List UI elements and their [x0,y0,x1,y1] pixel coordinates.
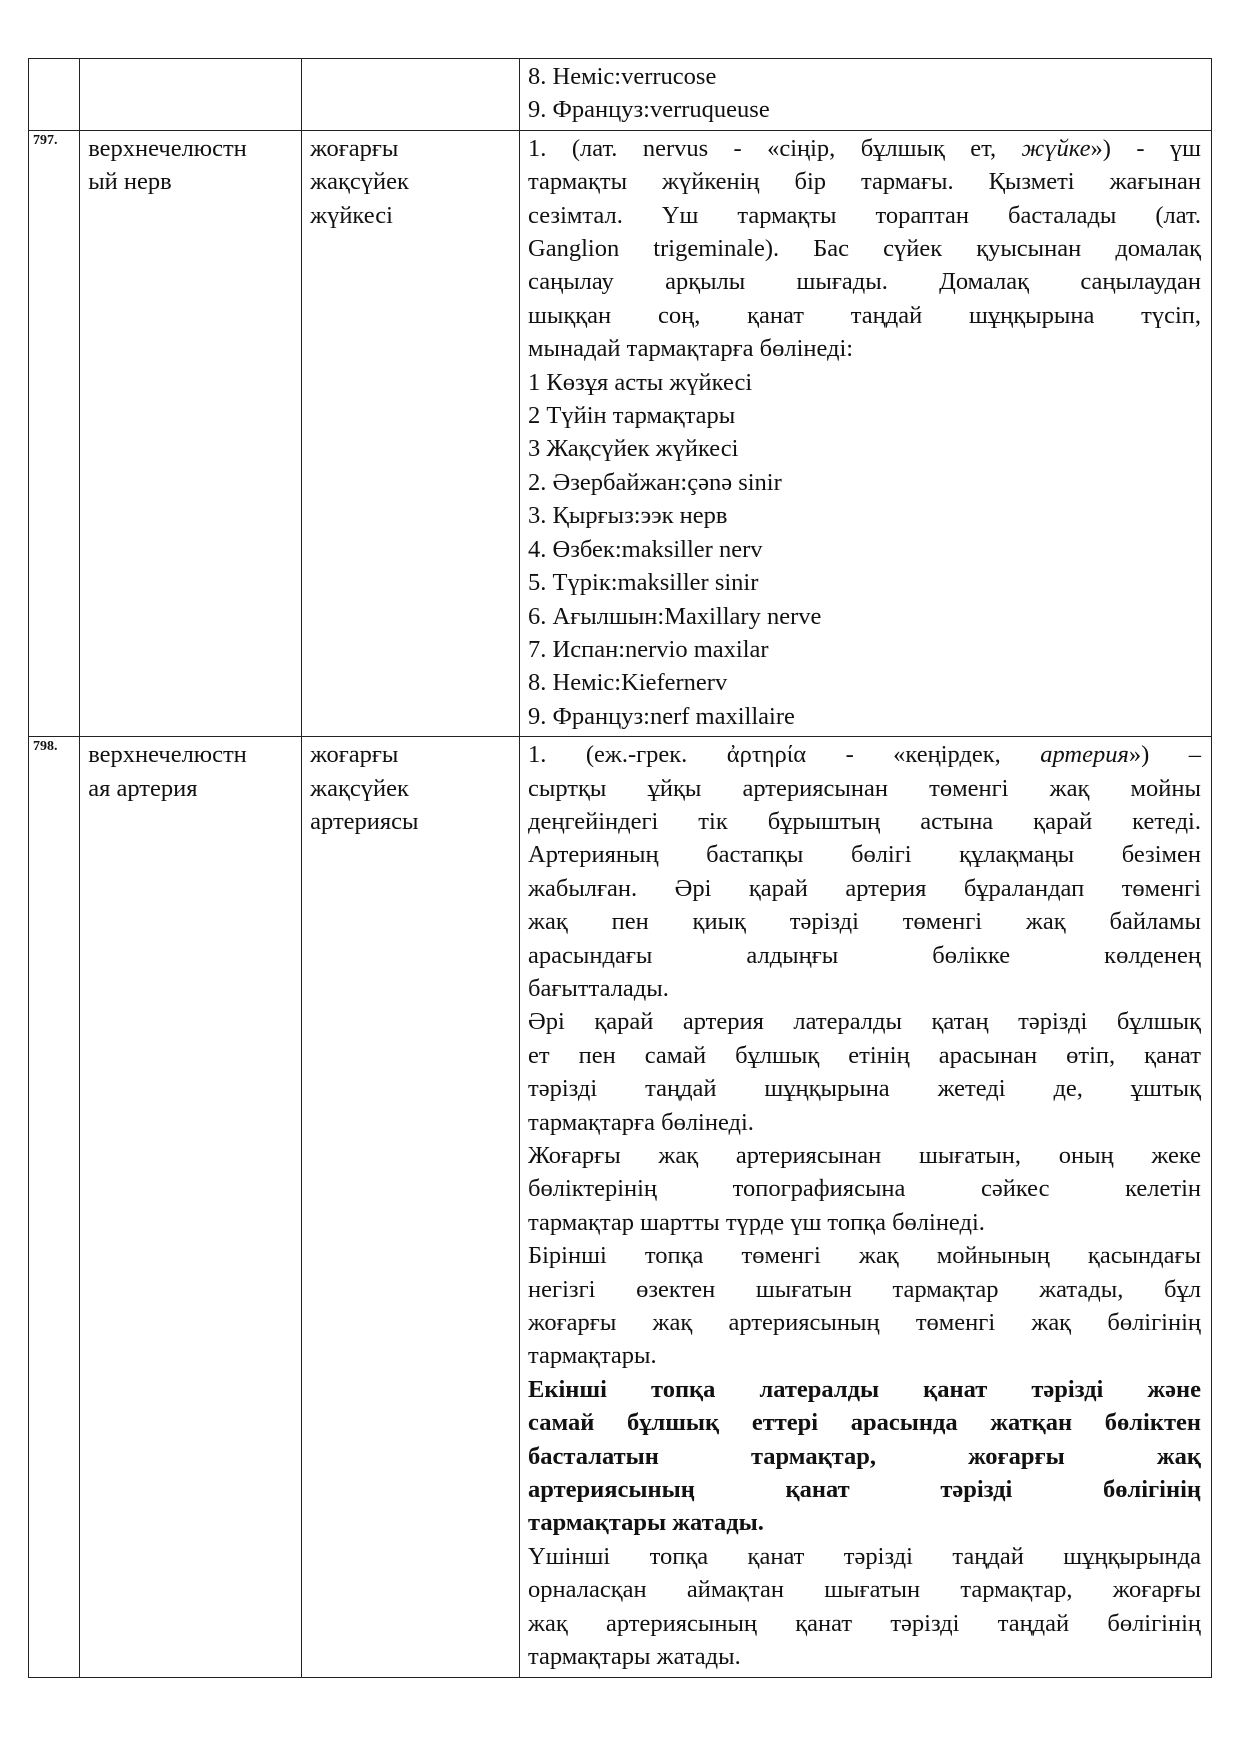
definition-line-bold: басталатын тармақтар, жоғарғы жақ [528,1442,1201,1470]
translation-line: 8. Неміс:verrucose [528,63,717,90]
definition-line: мынадай тармақтарға бөлінеді: [528,335,854,363]
kazakh-term-line: жақсүйек [310,168,409,196]
translation-line: 8. Неміс:Kiefernerv [528,669,728,697]
branch-list-item: 2 Түйін тармақтары [528,402,736,430]
translation-line: 9. Француз:nerf maxillaire [528,702,795,730]
russian-term-cell [80,130,302,736]
branch-list-item: 3 Жақсүйек жүйкесі [528,435,739,463]
entry-number: 798. [29,737,80,1677]
kazakh-term-cell [302,130,520,736]
table-row-797 [29,130,1212,736]
definition-line: Үшінші топқа қанат тәрізді таңдай шұңқырында [528,1542,1201,1570]
definition-line: Ganglion trigeminale). Бас сүйек қуысынан домалақ [528,235,1201,263]
definition-line: тармақты жүйкенің бір тармағы. Қызметі жағынан [528,168,1201,196]
definition-line: Әрі қарай артерия латералды қатаң тәрізді бұлшық [528,1008,1201,1036]
definition-intro: 1. (еж.-грек. ἀρτηρία - «кеңірдек, артерия») – [528,741,1201,769]
definition-line: сыртқы ұйқы артериясынан төменгі жақ мойны [528,774,1201,802]
translation-line: 7. Испан:nervio maxilar [528,635,769,663]
russian-term-line: ая артерия [88,774,198,802]
definition-line: тәрізді таңдай шұңқырына жетеді де, ұштық [528,1075,1201,1103]
translation-line: 4. Өзбек:maksiller nerv [528,535,763,563]
kazakh-term-line: жоғарғы [310,134,399,162]
definition-cell [520,130,1212,736]
definition-line: саңылау арқылы шығады. Домалақ саңылаудан [528,268,1201,296]
definition-line: Жоғарғы жақ артериясынан шығатын, оның жеке [528,1142,1201,1169]
definition-line: тармақтары жатады. [528,1643,741,1671]
kazakh-term-line: жүйкесі [310,201,393,229]
terminology-table [28,58,1212,1678]
definition-line: тармақтары. [528,1342,657,1370]
definition-line: шыққан соң, қанат таңдай шұңқырына түсіп, [528,301,1201,329]
definition-line: ет пен самай бұлшық етінің арасынан өтіп, қанат [528,1041,1201,1069]
document-page [28,58,1212,1678]
definition-line: сезімтал. Үш тармақты тораптан басталады (лат. [528,201,1201,229]
definition-line-bold: самай бұлшық еттері арасында жатқан бөліктен [528,1409,1201,1437]
definition-line: жабылған. Әрі қарай артерия бұраландап төменгі [528,874,1201,902]
russian-term-cell [80,59,302,131]
definition-line: бөліктерінің топографиясына сәйкес келетін [528,1175,1201,1203]
translation-line: 6. Ағылшын:Maxillary nerve [528,602,822,630]
definition-intro: 1. (лат. nervus - «сіңір, бұлшық ет, жүйке») - үш [528,134,1201,162]
definition-line: тармақтар шартты түрде үш топқа бөлінеді. [528,1208,985,1236]
definition-line: негізгі өзектен шығатын тармақтар жатады, бұл [528,1275,1201,1303]
kazakh-term-line: жоғарғы [310,741,399,769]
translation-line: 2. Әзербайжан:çənə sinir [528,468,782,496]
table-row-798 [29,737,1212,1677]
entry-number: 797. [29,130,80,736]
branch-list-item: 1 Көзұя асты жүйкесі [528,368,753,396]
number-cell [29,59,80,131]
definition-line: орналасқан аймақтан шығатын тармақтар, жоғарғы [528,1576,1201,1604]
definition-line-bold: тармақтары жатады. [528,1509,764,1537]
russian-term-cell [80,737,302,1677]
russian-term-line: ый нерв [88,168,172,196]
translation-line: 9. Француз:verruqueuse [528,96,770,124]
definition-line: жоғарғы жақ артериясының төменгі жақ бөлігінің [528,1309,1201,1337]
definition-line: тармақтарға бөлінеді. [528,1108,754,1136]
definition-line: жақ артериясының қанат тәрізді таңдай бөлігінің [528,1609,1201,1637]
translation-line: 3. Қырғыз:ээк нерв [528,502,728,530]
kazakh-term-line: жақсүйек [310,774,409,802]
definition-line: жақ пен қиық тәрізді төменгі жақ байламы [528,908,1201,936]
definition-line-bold: артериясының қанат тәрізді бөлігінің [528,1476,1201,1504]
definition-line: Бірінші топқа төменгі жақ мойнының қасындағы [528,1242,1201,1270]
table-row-continuation [29,59,1212,131]
kazakh-term-cell [302,59,520,131]
translation-line: 5. Түрік:maksiller sinir [528,569,759,597]
definition-line: бағытталады. [528,974,669,1002]
definition-cell [520,59,1212,131]
definition-line: Артерияның бастапқы бөлігі құлақмаңы безімен [528,841,1201,869]
definition-cell [520,737,1212,1677]
definition-line: арасындағы алдыңғы бөлікке көлденең [528,941,1201,969]
kazakh-term-cell [302,737,520,1677]
russian-term-line: верхнечелюстн [88,134,247,162]
russian-term-line: верхнечелюстн [88,741,247,769]
definition-line: деңгейіндегі тік бұрыштың астына қарай кетеді. [528,807,1201,835]
kazakh-term-line: артериясы [310,807,419,835]
definition-line-bold: Екінші топқа латералды қанат тәрізді және [528,1375,1201,1403]
